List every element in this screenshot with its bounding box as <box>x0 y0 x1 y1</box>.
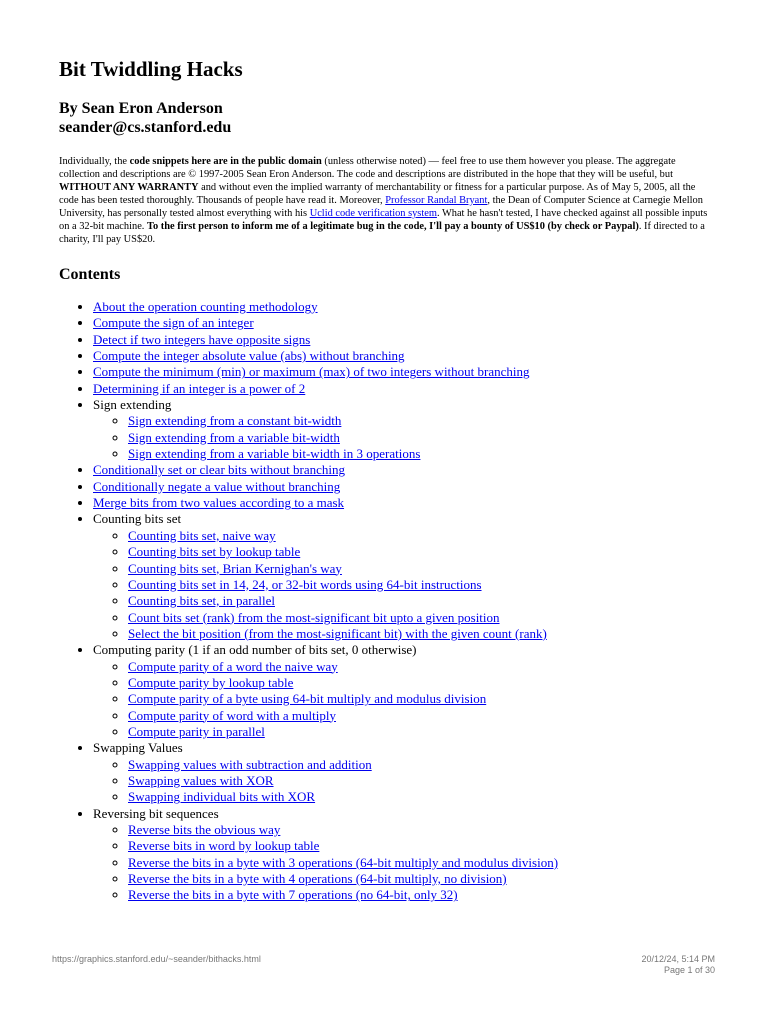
toc-sublink[interactable]: Reverse the bits in a byte with 7 operations (no 64-bit, only 32) <box>128 887 458 903</box>
toc-subitem[interactable] <box>128 789 713 805</box>
link-randal-bryant[interactable]: Professor Randal Bryant <box>385 195 488 206</box>
toc-subitem[interactable] <box>128 871 713 887</box>
intro-text-3: and without even the implied warranty of merchantability or fitness for a particular purpose. As of May 5, 2005, all the code has been tested thoroughly. Thousands of people have read it. Moreover, <box>59 182 696 206</box>
toc-subitem[interactable] <box>128 626 713 642</box>
intro-text-6: . If directed to a charity, I'll pay US$20. <box>59 221 705 245</box>
toc-subitem[interactable] <box>128 413 713 429</box>
toc-link[interactable]: Determining if an integer is a power of 2 <box>93 380 306 396</box>
toc-item <box>93 642 713 740</box>
toc-link[interactable]: Compute the integer absolute value (abs) without branching <box>93 348 405 364</box>
table-of-contents <box>59 299 713 904</box>
toc-item <box>93 511 713 642</box>
toc-sublink[interactable]: Sign extending from a constant bit-width <box>128 413 342 429</box>
toc-sublist <box>93 528 713 642</box>
toc-sublink[interactable]: Counting bits set in 14, 24, or 32-bit words using 64-bit instructions <box>128 576 482 592</box>
toc-section-label: Reversing bit sequences <box>93 805 219 821</box>
toc-sublink[interactable]: Swapping values with XOR <box>128 772 274 788</box>
toc-subitem[interactable] <box>128 577 713 593</box>
toc-subitem[interactable] <box>128 659 713 675</box>
toc-sublink[interactable]: Swapping values with subtraction and addition <box>128 756 372 772</box>
intro-bold-2: WITHOUT ANY WARRANTY <box>59 182 199 193</box>
toc-section-label: Swapping Values <box>93 740 183 756</box>
toc-subitem[interactable] <box>128 691 713 707</box>
toc-subitem[interactable] <box>128 430 713 446</box>
toc-sublist <box>93 822 713 904</box>
intro-bold-1: code snippets here are in the public domain <box>129 156 322 167</box>
author-email: seander@cs.stanford.edu <box>59 119 232 136</box>
toc-sublink[interactable]: Reverse bits the obvious way <box>128 822 281 837</box>
toc-sublink[interactable]: Reverse the bits in a byte with 3 operations (64-bit multiply and modulus division) <box>128 854 559 870</box>
intro-bold-3: To the first person to inform me of a legitimate bug in the code, I'll pay a bounty of US$10 (by check or Paypal) <box>147 221 639 232</box>
toc-item <box>93 740 713 805</box>
toc-subitem[interactable] <box>128 757 713 773</box>
intro-text-2: (unless otherwise noted) — feel free to use them however you please. The aggregate collection and descriptions are © 1997-2005 Sean Eron Anderson. The code and descriptions are distributed in the hope that they will be useful, but <box>59 156 676 180</box>
toc-subitem[interactable] <box>128 822 713 838</box>
toc-sublink[interactable]: Compute parity in parallel <box>128 723 265 739</box>
toc-item[interactable] <box>93 479 713 495</box>
toc-item[interactable] <box>93 348 713 364</box>
toc-item[interactable] <box>93 332 713 348</box>
toc-subitem[interactable] <box>128 593 713 609</box>
toc-subitem[interactable] <box>128 544 713 560</box>
author-block <box>59 99 713 137</box>
toc-subitem[interactable] <box>128 887 713 903</box>
toc-item[interactable] <box>93 495 713 511</box>
toc-sublink[interactable]: Reverse bits in word by lookup table <box>128 838 320 854</box>
intro-text-1: Individually, the <box>59 156 130 167</box>
toc-subitem[interactable] <box>128 708 713 724</box>
toc-sublink[interactable]: Counting bits set by lookup table <box>128 544 301 560</box>
toc-link[interactable]: Detect if two integers have opposite signs <box>93 331 311 347</box>
footer-page-number: Page 1 of 30 <box>663 965 715 975</box>
toc-link[interactable]: Conditionally negate a value without branching <box>93 478 341 494</box>
toc-sublink[interactable]: Counting bits set, Brian Kernighan's way <box>128 560 342 576</box>
toc-section-label: Sign extending <box>93 397 172 413</box>
toc-sublink[interactable]: Sign extending from a variable bit-width in 3 operations <box>128 446 421 462</box>
toc-sublink[interactable]: Compute parity by lookup table <box>128 674 294 690</box>
toc-sublist <box>93 413 713 462</box>
toc-item[interactable] <box>93 381 713 397</box>
toc-item[interactable] <box>93 315 713 331</box>
toc-link[interactable]: Compute the minimum (min) or maximum (max) of two integers without branching <box>93 364 530 380</box>
toc-sublink[interactable]: Sign extending from a variable bit-width <box>128 429 340 445</box>
toc-item[interactable] <box>93 299 713 315</box>
toc-subitem[interactable] <box>128 773 713 789</box>
page-title: Bit Twiddling Hacks <box>59 57 243 81</box>
footer-meta <box>641 954 715 976</box>
toc-sublink[interactable]: Reverse the bits in a byte with 4 operations (64-bit multiply, no division) <box>128 871 507 887</box>
contents-heading: Contents <box>59 266 121 283</box>
toc-section-label: Counting bits set <box>93 511 182 527</box>
author-name: By Sean Eron Anderson <box>59 100 223 117</box>
toc-sublink[interactable]: Compute parity of word with a multiply <box>128 707 336 723</box>
toc-subitem[interactable] <box>128 446 713 462</box>
toc-section-label: Computing parity (1 if an odd number of bits set, 0 otherwise) <box>93 642 417 658</box>
toc-sublink[interactable]: Compute parity of a word the naive way <box>128 658 338 674</box>
footer-url: https://graphics.stanford.edu/~seander/bithacks.html <box>52 954 261 964</box>
toc-sublink[interactable]: Select the bit position (from the most-significant bit) with the given count (rank) <box>128 625 547 641</box>
toc-item <box>93 397 713 462</box>
toc-link[interactable]: About the operation counting methodology <box>93 299 318 314</box>
toc-item[interactable] <box>93 462 713 478</box>
link-uclid[interactable]: Uclid code verification system <box>309 208 437 219</box>
toc-sublink[interactable]: Counting bits set, in parallel <box>128 593 275 609</box>
toc-sublink[interactable]: Count bits set (rank) from the most-significant bit upto a given position <box>128 609 500 625</box>
toc-link[interactable]: Compute the sign of an integer <box>93 315 254 331</box>
toc-sublink[interactable]: Compute parity of a byte using 64-bit multiply and modulus division <box>128 691 487 707</box>
toc-link[interactable]: Merge bits from two values according to a mask <box>93 495 345 511</box>
toc-subitem[interactable] <box>128 855 713 871</box>
toc-subitem[interactable] <box>128 610 713 626</box>
toc-link[interactable]: Conditionally set or clear bits without branching <box>93 462 346 478</box>
footer-datetime: 20/12/24, 5:14 PM <box>641 954 715 964</box>
toc-sublist <box>93 659 713 741</box>
toc-subitem[interactable] <box>128 724 713 740</box>
intro-text-4: , the Dean of Computer Science at Carnegie Mellon University, has personally tested almost everything with his <box>59 195 703 219</box>
intro-text-5: . What he hasn't tested, I have checked against all possible inputs on a 32-bit machine. <box>59 208 708 232</box>
intro-paragraph <box>59 155 713 246</box>
toc-subitem[interactable] <box>128 838 713 854</box>
toc-sublink[interactable]: Counting bits set, naive way <box>128 527 276 543</box>
toc-subitem[interactable] <box>128 675 713 691</box>
toc-sublist <box>93 757 713 806</box>
toc-subitem[interactable] <box>128 528 713 544</box>
toc-item <box>93 806 713 904</box>
toc-sublink[interactable]: Swapping individual bits with XOR <box>128 789 316 805</box>
document-page <box>59 56 713 904</box>
toc-item[interactable] <box>93 364 713 380</box>
toc-subitem[interactable] <box>128 561 713 577</box>
